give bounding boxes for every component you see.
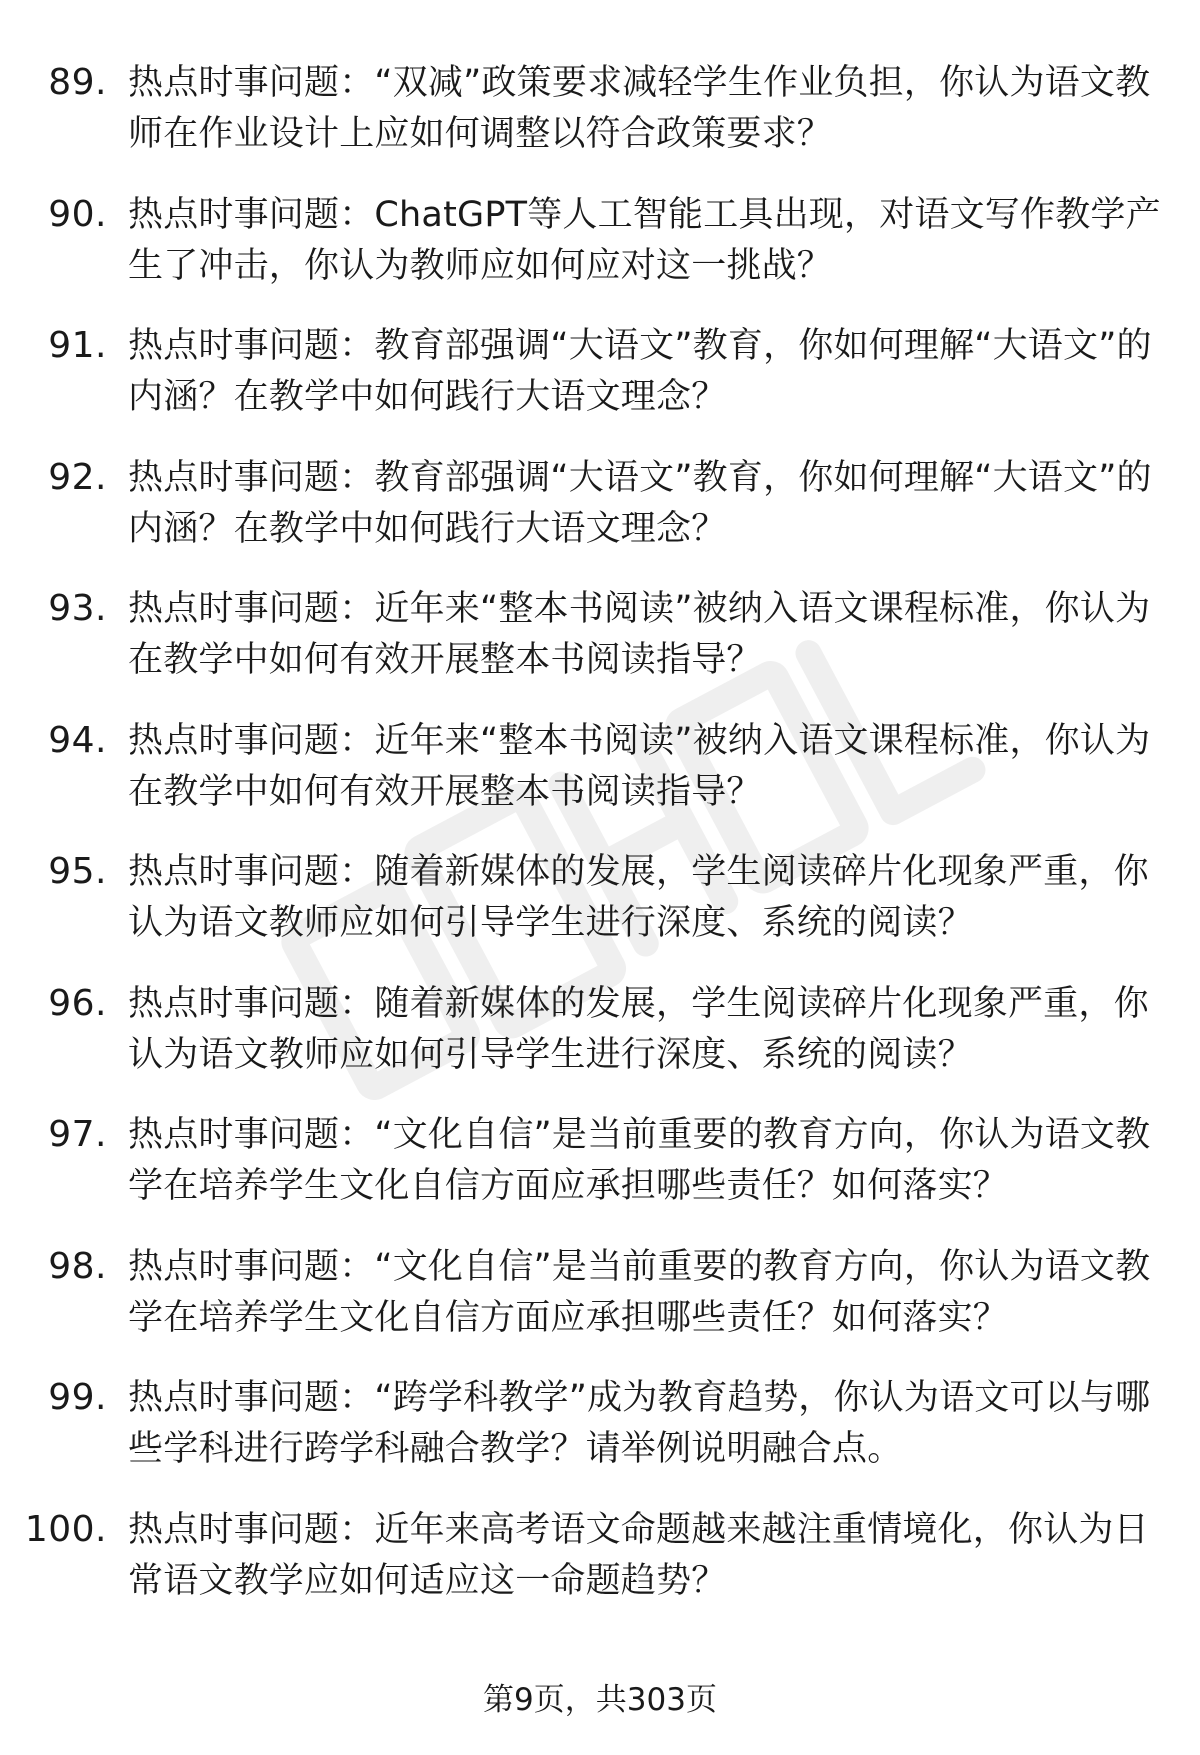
- question-text: 热点时事问题：随着新媒体的发展，学生阅读碎片化现象严重，你认为语文教师应如何引导学生进行深度、系统的阅读？: [128, 983, 1149, 1075]
- question-number: 98.: [48, 1245, 107, 1287]
- question-item: [0, 1505, 1200, 1637]
- question-item: [0, 58, 1200, 190]
- question-text: 热点时事问题：教育部强调“大语文”教育，你如何理解“大语文”的内涵？在教学中如何践行大语文理念？: [128, 457, 1152, 549]
- question-text: 热点时事问题：近年来高考语文命题越来越注重情境化，你认为日常语文教学应如何适应这一命题趋势？: [128, 1509, 1149, 1601]
- question-text: 热点时事问题：随着新媒体的发展，学生阅读碎片化现象严重，你认为语文教师应如何引导学生进行深度、系统的阅读？: [128, 852, 1149, 943]
- question-number: 91.: [48, 325, 107, 366]
- question-number: 94.: [48, 719, 107, 761]
- question-item: [0, 1110, 1200, 1242]
- question-text: 热点时事问题：“双减”政策要求减轻学生作业负担，你认为语文教师在作业设计上应如何调整以符合政策要求？: [128, 63, 1151, 154]
- question-number: 100.: [24, 1508, 107, 1550]
- question-text: 热点时事问题：近年来“整本书阅读”被纳入语文课程标准，你认为在教学中如何有效开展整本书阅读指导？: [128, 720, 1151, 812]
- question-number: 97.: [48, 1114, 107, 1155]
- question-item: [0, 453, 1200, 585]
- question-text: 热点时事问题：“文化自信”是当前重要的教育方向，你认为语文教学在培养学生文化自信方面应承担哪些责任？如何落实？: [128, 1246, 1151, 1338]
- question-number: 93.: [48, 588, 107, 629]
- question-item: [0, 979, 1200, 1111]
- question-item: [0, 1242, 1200, 1374]
- question-number: 90.: [48, 193, 107, 235]
- question-item: [0, 321, 1200, 453]
- question-number: 89.: [48, 62, 107, 103]
- page-footer: 第9页，共303页: [483, 1682, 717, 1718]
- question-text: 热点时事问题：教育部强调“大语文”教育，你如何理解“大语文”的内涵？在教学中如何践行大语文理念？: [128, 326, 1152, 417]
- question-list: [0, 58, 1200, 1636]
- question-number: 99.: [48, 1377, 107, 1418]
- question-text: 热点时事问题：“文化自信”是当前重要的教育方向，你认为语文教学在培养学生文化自信方面应承担哪些责任？如何落实？: [128, 1115, 1151, 1206]
- question-number: 92.: [48, 456, 107, 498]
- question-item: [0, 847, 1200, 979]
- question-text: 热点时事问题：“跨学科教学”成为教育趋势，你认为语文可以与哪些学科进行跨学科融合教学？请举例说明融合点。: [128, 1378, 1151, 1469]
- question-item: [0, 1373, 1200, 1505]
- question-item: [0, 190, 1200, 322]
- question-item: [0, 716, 1200, 848]
- question-item: [0, 584, 1200, 716]
- question-number: 95.: [48, 851, 107, 892]
- question-text: 热点时事问题：ChatGPT等人工智能工具出现，对语文写作教学产生了冲击，你认为教师应如何应对这一挑战？: [128, 194, 1161, 286]
- question-text: 热点时事问题：近年来“整本书阅读”被纳入语文课程标准，你认为在教学中如何有效开展整本书阅读指导？: [128, 589, 1151, 680]
- question-number: 96.: [48, 982, 107, 1024]
